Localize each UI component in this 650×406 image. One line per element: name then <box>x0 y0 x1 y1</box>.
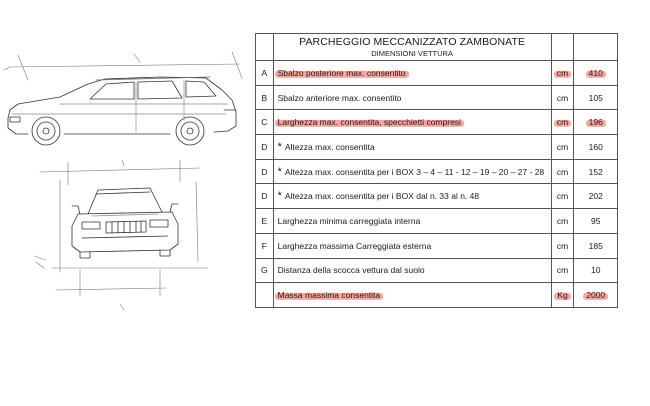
header-empty-value-cell <box>574 34 618 61</box>
car-front-view-drawing <box>72 188 178 258</box>
row-value: 2000 <box>586 290 606 301</box>
row-value: 10 <box>590 265 601 276</box>
row-value: 105 <box>588 92 603 103</box>
row-letter <box>256 283 274 308</box>
table-row <box>256 85 618 110</box>
row-description-cell <box>273 209 551 234</box>
row-description-cell <box>273 283 551 308</box>
row-unit-cell <box>551 159 574 184</box>
row-letter: D <box>256 159 274 184</box>
row-description: Massa massima consentita <box>277 290 381 301</box>
row-unit-cell <box>551 135 574 160</box>
row-letter: G <box>256 258 274 283</box>
row-unit-cell <box>551 283 574 308</box>
table-row <box>256 110 618 135</box>
table-header-row <box>256 34 618 61</box>
row-letter: F <box>256 233 274 258</box>
row-unit: cm <box>556 67 569 78</box>
row-unit: cm <box>556 191 569 202</box>
row-unit-cell <box>551 233 574 258</box>
row-description: Larghezza minima carreggiata interna <box>277 215 421 226</box>
row-value-cell <box>574 61 618 86</box>
drawing-marks <box>34 256 124 310</box>
header-title-cell <box>273 34 551 61</box>
row-value: 95 <box>590 215 601 226</box>
row-unit: cm <box>556 141 569 152</box>
row-value-cell <box>574 159 618 184</box>
row-unit-cell <box>551 110 574 135</box>
table-row <box>256 159 618 184</box>
row-letter: D <box>256 184 274 209</box>
row-description-cell <box>273 233 551 258</box>
asterisk-mark: * <box>277 165 282 178</box>
vehicle-dimensions-table <box>255 33 618 308</box>
header-empty-unit-cell <box>551 34 574 61</box>
row-value-cell <box>574 135 618 160</box>
row-description-cell <box>273 85 551 110</box>
row-unit: cm <box>556 265 569 276</box>
row-unit: cm <box>556 215 569 226</box>
car-drawing-svg <box>0 0 250 406</box>
row-unit-cell <box>551 209 574 234</box>
row-description: Larghezza massima Carreggiata esterna <box>277 240 432 251</box>
row-unit-cell <box>551 61 574 86</box>
table-row <box>256 209 618 234</box>
row-value-cell <box>574 283 618 308</box>
row-description: Distanza della scocca vettura dal suolo <box>277 265 425 276</box>
row-unit: Kg <box>557 290 568 301</box>
header-empty-letter-cell <box>256 34 274 61</box>
row-description-cell <box>273 258 551 283</box>
row-description-cell <box>273 159 551 184</box>
row-value-cell <box>574 85 618 110</box>
row-letter: B <box>256 85 274 110</box>
table-row <box>256 258 618 283</box>
table-row <box>256 61 618 86</box>
row-unit-cell <box>551 85 574 110</box>
row-value-cell <box>574 233 618 258</box>
row-value: 185 <box>588 240 603 251</box>
table-row <box>256 135 618 160</box>
row-description: Altezza max. consentita <box>284 141 375 152</box>
row-description: Altezza max. consentita per i BOX 3 – 4 – 11 - 12 – 19 – 20 – 27 - 28 <box>284 166 545 177</box>
table-row <box>256 184 618 209</box>
row-description: Sbalzo anteriore max. consentito <box>277 92 402 103</box>
row-description-cell <box>273 61 551 86</box>
car-side-view-drawing <box>8 77 236 145</box>
row-value: 202 <box>588 191 603 202</box>
table-row <box>256 283 618 308</box>
row-description-cell <box>273 135 551 160</box>
row-value: 196 <box>588 117 603 128</box>
technical-drawings <box>0 0 250 406</box>
row-value: 152 <box>588 166 603 177</box>
asterisk-mark: * <box>277 140 282 153</box>
row-value-cell <box>574 258 618 283</box>
row-description-cell <box>273 184 551 209</box>
row-value-cell <box>574 209 618 234</box>
row-unit: cm <box>556 92 569 103</box>
row-description: Altezza max. consentita per i BOX dal n. 33 al n. 48 <box>284 191 480 202</box>
asterisk-mark: * <box>277 190 282 203</box>
row-value: 410 <box>588 67 603 78</box>
row-unit: cm <box>556 240 569 251</box>
row-description: Larghezza max. consentita, specchietti compresi <box>277 117 461 128</box>
row-letter: C <box>256 110 274 135</box>
row-value: 160 <box>588 141 603 152</box>
row-letter: A <box>256 61 274 86</box>
row-unit-cell <box>551 184 574 209</box>
row-letter: E <box>256 209 274 234</box>
row-letter: D <box>256 135 274 160</box>
table-row <box>256 233 618 258</box>
row-unit-cell <box>551 258 574 283</box>
front-view-dimension <box>36 160 208 296</box>
row-value-cell <box>574 184 618 209</box>
document-title: PARCHEGGIO MECCANIZZATO ZAMBONATE <box>299 36 526 48</box>
row-description: Sbalzo posteriore max. consentito <box>277 67 406 78</box>
row-description-cell <box>273 110 551 135</box>
row-unit: cm <box>556 117 569 128</box>
side-view-dimension <box>4 52 242 80</box>
row-unit: cm <box>556 166 569 177</box>
document-subtitle: DIMENSIONI VETTURA <box>371 49 453 58</box>
row-value-cell <box>574 110 618 135</box>
